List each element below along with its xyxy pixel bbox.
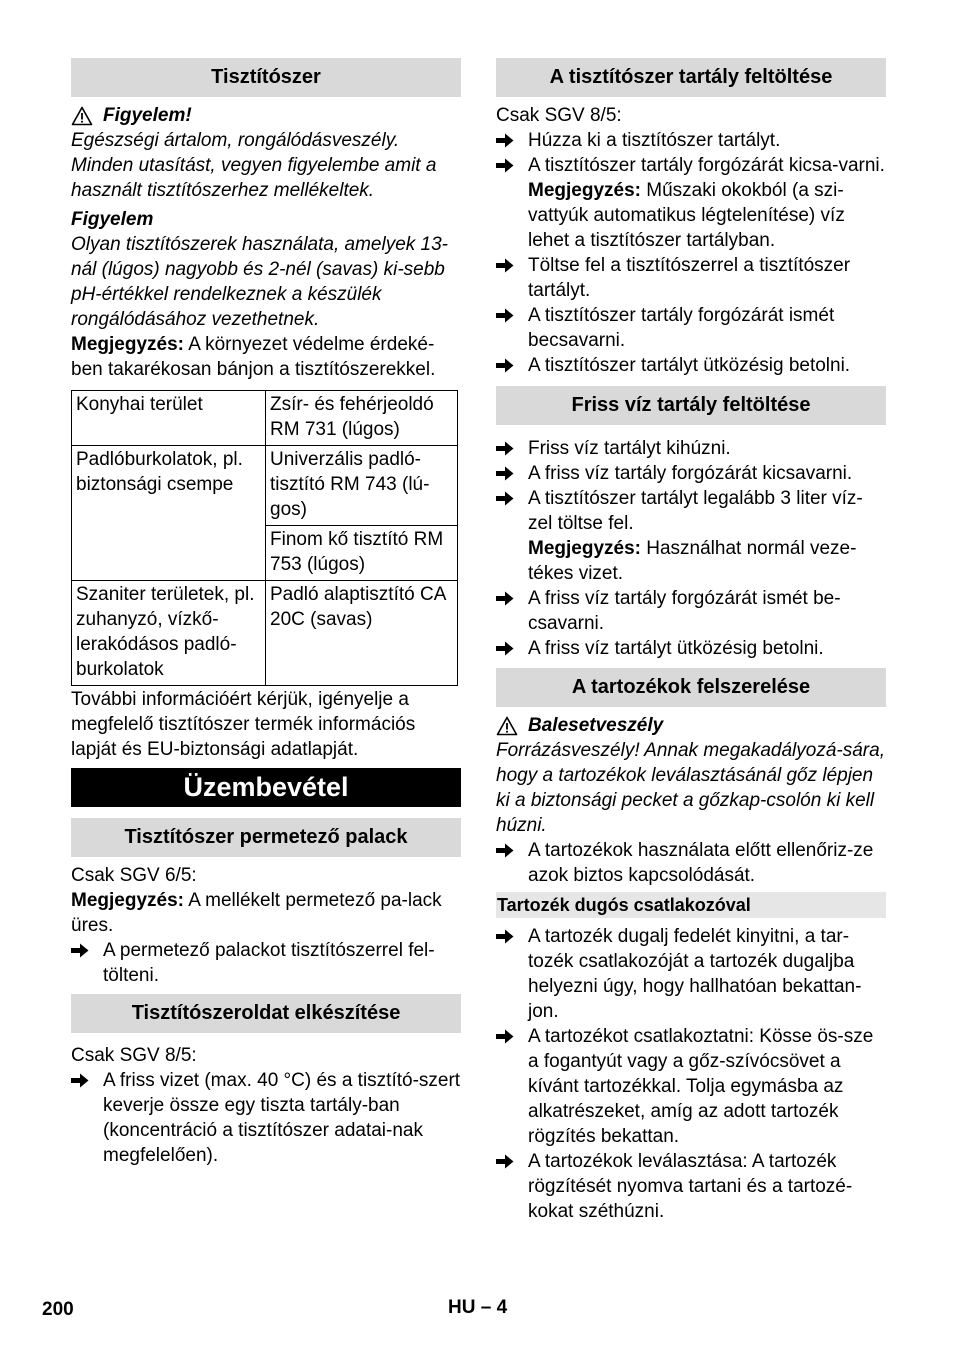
list-item-text: A friss víz tartály forgózárát kicsavarni. xyxy=(528,463,853,484)
list-item xyxy=(496,461,886,486)
arrow-right-icon xyxy=(496,436,528,461)
list-item xyxy=(496,128,886,153)
list-item xyxy=(496,636,886,661)
model-text: Csak SGV 8/5: xyxy=(71,1045,197,1066)
after-table-text: További információért kérjük, igényelje a megfelelő tisztítószer termék információs lapját és EU-biztonsági adatlapját. xyxy=(71,689,416,760)
model-text: Csak SGV 6/5: xyxy=(71,865,197,886)
arrow-right-icon xyxy=(496,486,528,536)
list-item-text: A permetező palackot tisztítószerrel fel-tölteni. xyxy=(103,940,435,986)
list-item-text: Friss víz tartályt kihúzni. xyxy=(528,438,731,459)
list-item-text: A tisztítószer tartályt legalább 3 liter víz-zel töltse fel. xyxy=(528,488,863,534)
attention-label: Figyelem xyxy=(71,209,154,230)
warning-triangle-icon xyxy=(496,716,518,736)
warning-line xyxy=(496,713,886,738)
warning-line xyxy=(71,103,461,128)
list-item xyxy=(496,1024,886,1149)
language-page-label: HU – 4 xyxy=(448,1297,508,1318)
arrow-right-icon xyxy=(496,1149,528,1224)
note-text: Használhat normál veze-tékes vizet. xyxy=(528,538,857,584)
table-row xyxy=(72,391,458,446)
list-item xyxy=(496,303,886,353)
list-item-text: A tartozék dugalj fedelét kinyitni, a tar-tozék csatlakozóját a tartozék dugaljba helyezni úgy, hogy hallhatóan bekattan-jon. xyxy=(528,926,862,1022)
note-paragraph xyxy=(496,536,886,586)
section-heading-tank: A tisztítószer tartály feltöltése xyxy=(496,58,886,97)
list-item xyxy=(496,436,886,461)
note-paragraph xyxy=(496,178,886,253)
arrow-right-icon xyxy=(496,1024,528,1149)
table-row xyxy=(72,581,458,686)
table-cell: Univerzális padló-tisztító RM 743 (lú-gos) xyxy=(266,446,458,526)
warning-label: Figyelem! xyxy=(103,105,192,126)
list-item xyxy=(496,253,886,303)
list-item xyxy=(496,486,886,536)
note-label: Megjegyzés: xyxy=(71,334,184,355)
list-item-text: A tisztítószer tartály forgózárát ismét becsavarni. xyxy=(528,305,835,351)
section-heading-fresh-water: Friss víz tartály feltöltése xyxy=(496,386,886,425)
table-cell: Konyhai terület xyxy=(72,391,266,446)
list-item xyxy=(496,1149,886,1224)
right-column xyxy=(496,58,886,1224)
warning-text: Forrázásveszély! Annak megakadályozá-sára, hogy a tartozékok leválasztásánál gőz lépjen ki a biztonsági pecket a gőzkap-csolón ki kell húzni. xyxy=(496,740,885,836)
section-heading-solution: Tisztítószeroldat elkészítése xyxy=(71,994,461,1033)
list-item-text: A tartozékok használata előtt ellenőriz-ze azok biztos kapcsolódását. xyxy=(528,840,874,886)
note-text: Műszaki okokból (a szi-vattyúk automatikus légtelenítése) víz lehet a tisztítószer tartályban. xyxy=(528,180,845,251)
main-heading-startup: Üzembevétel xyxy=(71,768,461,807)
list-item-text: A tartozékok leválasztása: A tartozék rögzítését nyomva tartani és a tartozé-kokat széthúzni. xyxy=(528,1151,853,1222)
list-item xyxy=(71,938,461,988)
warning-triangle-icon xyxy=(71,106,93,126)
note-paragraph xyxy=(71,332,461,382)
arrow-right-icon xyxy=(496,128,528,153)
section-heading-spray: Tisztítószer permetező palack xyxy=(71,818,461,857)
note-label: Megjegyzés: xyxy=(528,538,641,559)
table-cell: Szaniter területek, pl. zuhanyzó, vízkő-lerakódásos padló-burkolatok xyxy=(72,581,266,686)
section-heading-cleaner: Tisztítószer xyxy=(71,58,461,97)
table-cell: Finom kő tisztító RM 753 (lúgos) xyxy=(266,526,458,581)
list-item xyxy=(496,153,886,178)
warning-label: Balesetveszély xyxy=(528,715,664,736)
list-item xyxy=(496,838,886,888)
arrow-right-icon xyxy=(496,153,528,178)
list-item-text: A tisztítószer tartályt ütközésig betolni. xyxy=(528,355,851,376)
list-item-text: Töltse fel a tisztítószerrel a tisztítószer tartályt. xyxy=(528,255,851,301)
arrow-right-icon xyxy=(496,303,528,353)
note-text: A mellékelt permetező pa-lack üres. xyxy=(71,890,442,936)
arrow-right-icon xyxy=(496,353,528,378)
subheading-plug-connector: Tartozék dugós csatlakozóval xyxy=(496,892,886,918)
list-item-text: A tartozékot csatlakoztatni: Kösse ös-sze a fogantyút vagy a gőz-szívócsövet a kívánt tartozékkal. Tolja egymásba az alkatrészeket, amíg az adott tartozék rögzítés bekattan. xyxy=(528,1026,874,1147)
list-item-text: A friss víz tartályt ütközésig betolni. xyxy=(528,638,824,659)
note-label: Megjegyzés: xyxy=(71,890,184,911)
arrow-right-icon xyxy=(496,636,528,661)
list-item xyxy=(496,924,886,1024)
list-item xyxy=(496,353,886,378)
list-item xyxy=(496,586,886,636)
note-paragraph xyxy=(71,888,461,938)
arrow-right-icon xyxy=(496,838,528,888)
arrow-right-icon xyxy=(496,924,528,1024)
section-heading-accessories: A tartozékok felszerelése xyxy=(496,668,886,707)
list-item-text: A tisztítószer tartály forgózárát kicsa-varni. xyxy=(528,155,885,176)
model-text: Csak SGV 8/5: xyxy=(496,105,622,126)
arrow-right-icon xyxy=(71,938,103,988)
arrow-right-icon xyxy=(496,461,528,486)
note-label: Megjegyzés: xyxy=(528,180,641,201)
table-row xyxy=(72,446,458,526)
list-item xyxy=(71,1068,461,1168)
note-text: A környezet védelme érdeké-ben takarékosan bánjon a tisztítószerekkel. xyxy=(71,334,436,380)
table-cell: Padló alaptisztító CA 20C (savas) xyxy=(266,581,458,686)
table-cell: Zsír- és fehérjeoldó RM 731 (lúgos) xyxy=(266,391,458,446)
list-item-text: A friss vizet (max. 40 °C) és a tisztító-szert keverje össze egy tiszta tartály-ban (koncentráció a tisztítószer adatai-nak megfelelően). xyxy=(103,1070,461,1166)
page-number: 200 xyxy=(42,1299,74,1320)
arrow-right-icon xyxy=(71,1068,103,1168)
left-column xyxy=(71,58,461,1168)
table-cell: Padlóburkolatok, pl. biztonsági csempe xyxy=(72,446,266,581)
arrow-right-icon xyxy=(496,253,528,303)
list-item-text: Húzza ki a tisztítószer tartályt. xyxy=(528,130,781,151)
warning-text: Egészségi ártalom, rongálódásveszély. Minden utasítást, vegyen figyelembe amit a használt tisztítószerhez mellékeltek. xyxy=(71,130,437,201)
attention-text: Olyan tisztítószerek használata, amelyek 13-nál (lúgos) nagyobb és 2-nél (savas) ki-sebb pH-értékkel rendelkeznek a készülék rongálódásához vezethetnek. xyxy=(71,234,449,330)
cleaner-table xyxy=(71,390,458,686)
list-item-text: A friss víz tartály forgózárát ismét be-csavarni. xyxy=(528,588,841,634)
arrow-right-icon xyxy=(496,586,528,636)
